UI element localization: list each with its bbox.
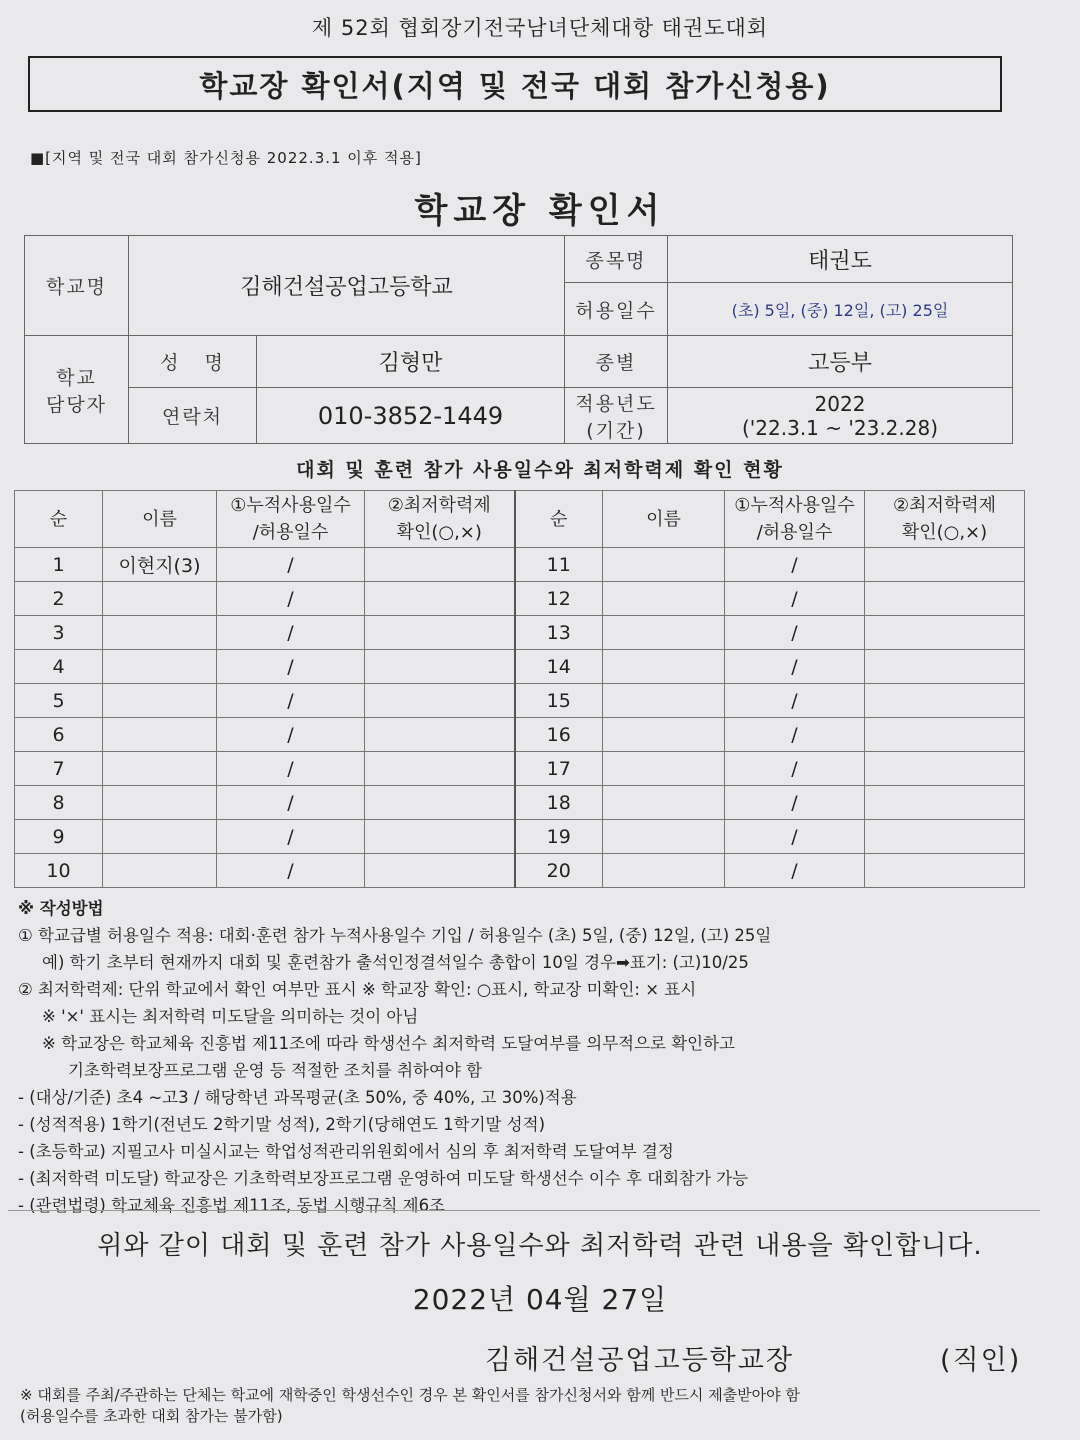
- row-check: [865, 752, 1025, 786]
- row-days: /: [217, 616, 365, 650]
- row-name: [603, 650, 725, 684]
- row-days: /: [725, 548, 865, 582]
- row-days: /: [725, 854, 865, 888]
- col-check-line1: ②최저학력제: [387, 495, 491, 516]
- row-name: [103, 718, 217, 752]
- divider: [8, 1210, 1040, 1211]
- row-check: [865, 718, 1025, 752]
- year-value-line2: ('22.3.1 ~ '23.2.28): [741, 415, 939, 440]
- confirm-statement: 위와 같이 대회 및 훈련 참가 사용일수와 최저학력 관련 내용을 확인합니다.: [97, 1231, 983, 1261]
- name-value: 김형만: [257, 336, 565, 388]
- table-row: [15, 786, 1025, 820]
- row-name: [603, 820, 725, 854]
- row-name: [103, 752, 217, 786]
- row-no: 7: [15, 752, 103, 786]
- sport-label: 종목명: [565, 236, 668, 283]
- row-days: /: [217, 718, 365, 752]
- footer-note: [20, 1385, 800, 1427]
- year-label-line2: (기간): [586, 419, 646, 442]
- footer-line1: ※ 대회를 주최/주관하는 단체는 학교에 재학중인 학생선수인 경우 본 확인서를 참가신청서와 함께 반드시 제출받아야 함: [20, 1386, 800, 1404]
- row-no: 2: [15, 582, 103, 616]
- row-no: 17: [515, 752, 603, 786]
- official-seal-label: (직인): [940, 1345, 1022, 1376]
- row-check: [365, 684, 515, 718]
- row-check: [865, 786, 1025, 820]
- row-no: 6: [15, 718, 103, 752]
- row-no: 4: [15, 650, 103, 684]
- row-check: [865, 650, 1025, 684]
- year-value-line1: 2022: [814, 391, 866, 416]
- records-header-row: [15, 491, 1025, 548]
- instruction-line: ※ '×' 표시는 최저학력 미도달을 의미하는 것이 아님: [42, 1007, 419, 1026]
- school-label: 학교명: [25, 236, 129, 336]
- instructions: [18, 895, 1058, 1219]
- contact-label-line1: 학교: [56, 366, 97, 389]
- row-days: /: [217, 854, 365, 888]
- row-check: [365, 650, 515, 684]
- row-no: 16: [515, 718, 603, 752]
- col-days-line2: /허용일수: [756, 522, 833, 543]
- row-no: 12: [515, 582, 603, 616]
- instructions-heading: ※ 작성방법: [18, 899, 104, 918]
- event-title: 제 52회 협회장기전국남녀단체대항 태권도대회: [311, 16, 769, 40]
- row-name: [103, 616, 217, 650]
- row-days: /: [725, 684, 865, 718]
- row-days: /: [725, 752, 865, 786]
- table-row: [15, 820, 1025, 854]
- table-row: [15, 718, 1025, 752]
- contact-label-line2: 담당자: [45, 393, 108, 416]
- contact-label: [25, 336, 129, 444]
- col-name-right: 이름: [603, 491, 725, 548]
- row-no: 19: [515, 820, 603, 854]
- row-days: /: [217, 820, 365, 854]
- row-name: [103, 854, 217, 888]
- row-check: [365, 616, 515, 650]
- row-no: 14: [515, 650, 603, 684]
- col-no-left: 순: [15, 491, 103, 548]
- row-name: 이현지(3): [103, 548, 217, 582]
- division-value: 고등부: [668, 336, 1013, 388]
- table-row: [15, 582, 1025, 616]
- row-name: [603, 582, 725, 616]
- row-name: [103, 684, 217, 718]
- division-label: 종별: [565, 336, 668, 388]
- apply-note: ■[지역 및 전국 대회 참가신청용 2022.3.1 이후 적용]: [30, 149, 422, 167]
- row-check: [365, 820, 515, 854]
- instruction-line: - (초등학교) 지필고사 미실시교는 학업성적관리위원회에서 심의 후 최저학력 도달여부 결정: [18, 1142, 674, 1161]
- year-label-line1: 적용년도: [575, 392, 657, 415]
- row-name: [103, 650, 217, 684]
- row-days: /: [217, 752, 365, 786]
- instruction-line: ② 최저학력제: 단위 학교에서 확인 여부만 표시 ※ 학교장 확인: ○표시, 학교장 미확인: × 표시: [18, 980, 697, 999]
- issue-date: 2022년 04월 27일: [412, 1283, 668, 1316]
- row-check: [865, 820, 1025, 854]
- row-no: 5: [15, 684, 103, 718]
- row-days: /: [725, 616, 865, 650]
- allowed-days-label: 허용일수: [565, 283, 668, 336]
- year-value: [668, 388, 1013, 444]
- row-days: /: [217, 786, 365, 820]
- row-no: 18: [515, 786, 603, 820]
- row-check: [365, 582, 515, 616]
- row-days: /: [217, 548, 365, 582]
- col-check-line2: 확인(○,×): [901, 522, 988, 543]
- col-days-line1: ①누적사용일수: [230, 495, 351, 516]
- instruction-line: 기초학력보장프로그램 운영 등 적절한 조치를 취하여야 함: [68, 1061, 483, 1080]
- col-no-right: 순: [515, 491, 603, 548]
- col-days-line1: ①누적사용일수: [734, 495, 855, 516]
- col-days-left: [217, 491, 365, 548]
- row-name: [603, 548, 725, 582]
- row-name: [603, 786, 725, 820]
- row-days: /: [725, 718, 865, 752]
- col-check-right: [865, 491, 1025, 548]
- row-name: [103, 820, 217, 854]
- table-row: [15, 752, 1025, 786]
- row-check: [365, 752, 515, 786]
- phone-label: 연락처: [129, 388, 257, 444]
- row-no: 10: [15, 854, 103, 888]
- row-no: 11: [515, 548, 603, 582]
- row-no: 3: [15, 616, 103, 650]
- row-check: [365, 548, 515, 582]
- row-name: [603, 684, 725, 718]
- row-no: 15: [515, 684, 603, 718]
- row-no: 20: [515, 854, 603, 888]
- table-row: [15, 684, 1025, 718]
- footer-line2: (허용일수를 초과한 대회 참가는 불가함): [20, 1407, 283, 1425]
- form-title-box: [28, 56, 1002, 112]
- row-name: [603, 616, 725, 650]
- row-name: [103, 786, 217, 820]
- instruction-line: - (최저학력 미도달) 학교장은 기초학력보장프로그램 운영하여 미도달 학생선수 이수 후 대회참가 가능: [18, 1169, 749, 1188]
- info-table: [24, 235, 1013, 444]
- col-check-line1: ②최저학력제: [892, 495, 997, 516]
- phone-value: 010-3852-1449: [257, 388, 565, 444]
- sport-value: 태권도: [668, 236, 1013, 283]
- row-check: [365, 718, 515, 752]
- row-name: [603, 752, 725, 786]
- col-days-line2: /허용일수: [252, 522, 329, 543]
- records-table: [14, 490, 1025, 888]
- col-name-left: 이름: [103, 491, 217, 548]
- name-label: 성 명: [129, 336, 257, 388]
- row-name: [103, 582, 217, 616]
- row-check: [365, 786, 515, 820]
- row-check: [865, 616, 1025, 650]
- year-label: [565, 388, 668, 444]
- row-check: [865, 684, 1025, 718]
- row-days: /: [217, 684, 365, 718]
- row-no: 8: [15, 786, 103, 820]
- table-row: [15, 548, 1025, 582]
- row-check: [365, 854, 515, 888]
- row-check: [865, 548, 1025, 582]
- main-heading: 학교장 확인서: [414, 191, 666, 231]
- form-title: 학교장 확인서(지역 및 전국 대회 참가신청용): [199, 68, 831, 103]
- row-check: [865, 582, 1025, 616]
- instruction-line: ① 학교급별 허용일수 적용: 대회·훈련 참가 누적사용일수 기입 / 허용일수 (초) 5일, (중) 12일, (고) 25일: [18, 926, 772, 945]
- row-days: /: [217, 650, 365, 684]
- table-row: [15, 616, 1025, 650]
- col-days-right: [725, 491, 865, 548]
- instruction-line: - (성적적용) 1학기(전년도 2학기말 성적), 2학기(당해연도 1학기말 성적): [18, 1115, 546, 1134]
- row-days: /: [725, 786, 865, 820]
- row-no: 13: [515, 616, 603, 650]
- instruction-line: - (관련법령) 학교체육 진흥법 제11조, 동법 시행규칙 제6조: [18, 1196, 445, 1215]
- table-row: [15, 650, 1025, 684]
- row-days: /: [725, 582, 865, 616]
- school-value: 김해건설공업고등학교: [129, 236, 565, 336]
- col-check-line2: 확인(○,×): [396, 522, 482, 543]
- row-days: /: [725, 650, 865, 684]
- instruction-line: 예) 학기 초부터 현재까지 대회 및 훈련참가 출석인정결석일수 총합이 10일 경우➡표기: (고)10/25: [42, 953, 749, 972]
- row-check: [865, 854, 1025, 888]
- col-check-left: [365, 491, 515, 548]
- row-days: /: [725, 820, 865, 854]
- row-days: /: [217, 582, 365, 616]
- row-name: [603, 718, 725, 752]
- table-row: [15, 854, 1025, 888]
- instruction-line: - (대상/기준) 초4 ~고3 / 해당학년 과목평균(초 50%, 중 40%, 고 30%)적용: [18, 1088, 577, 1107]
- row-name: [603, 854, 725, 888]
- records-section-title: 대회 및 훈련 참가 사용일수와 최저학력제 확인 현황: [296, 459, 784, 481]
- row-no: 9: [15, 820, 103, 854]
- instruction-line: ※ 학교장은 학교체육 진흥법 제11조에 따라 학생선수 최저학력 도달여부를 의무적으로 확인하고: [42, 1034, 735, 1053]
- row-no: 1: [15, 548, 103, 582]
- principal-signature: 김해건설공업고등학교장: [485, 1345, 794, 1376]
- allowed-days-value: (초) 5일, (중) 12일, (고) 25일: [668, 283, 1013, 336]
